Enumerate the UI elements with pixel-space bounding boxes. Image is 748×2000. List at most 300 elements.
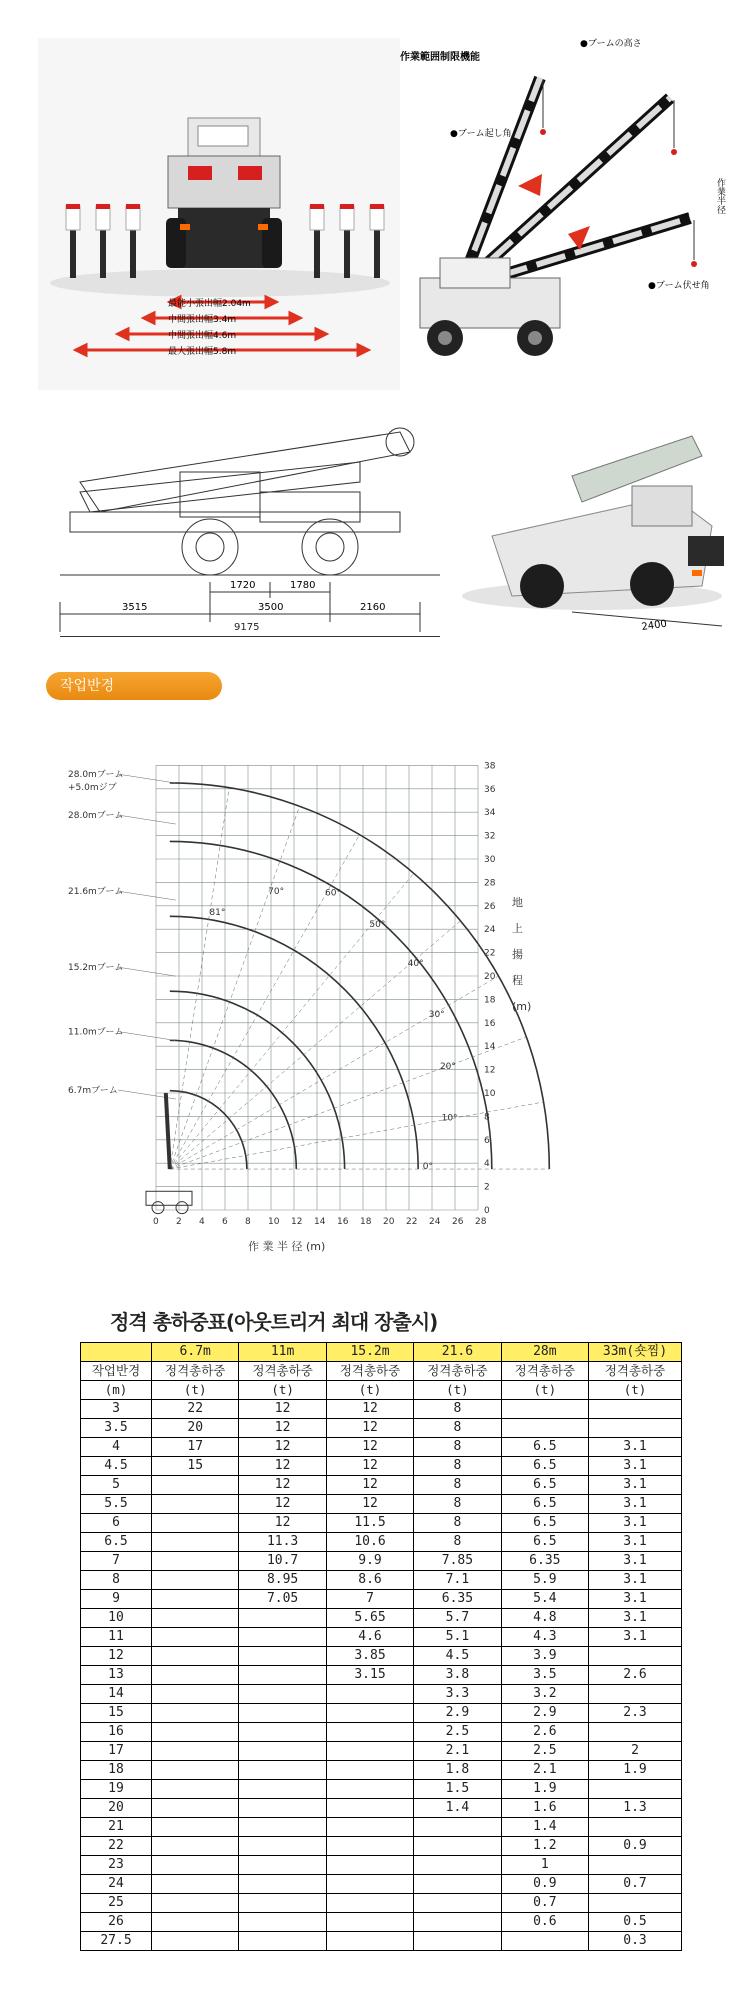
subheader-cell: 정격총하중 (152, 1362, 239, 1381)
table-cell: 5.4 (501, 1590, 588, 1609)
table-row (81, 1628, 682, 1647)
angle-ray (170, 873, 414, 1169)
table-row (81, 1514, 682, 1533)
table-cell (152, 1514, 239, 1533)
table-cell: 5.9 (501, 1571, 588, 1590)
angle-label: 70° (268, 887, 285, 898)
table-cell: 3.1 (589, 1438, 682, 1457)
table-cell (589, 1647, 682, 1666)
table-cell (152, 1837, 239, 1856)
x-tick-label: 24 (429, 1217, 441, 1227)
table-cell (152, 1723, 239, 1742)
table-cell (152, 1628, 239, 1647)
table-cell (152, 1647, 239, 1666)
table-cell: 7.1 (414, 1571, 501, 1590)
table-cell (152, 1609, 239, 1628)
table-cell: 2 (589, 1742, 682, 1761)
table-cell: 0.7 (501, 1894, 588, 1913)
table-cell: 1.5 (414, 1780, 501, 1799)
table-cell (152, 1875, 239, 1894)
table-cell: 22 (152, 1400, 239, 1419)
table-cell (414, 1913, 501, 1932)
table-cell: 6.35 (414, 1590, 501, 1609)
table-cell: 2.3 (589, 1704, 682, 1723)
subheader-cell: (t) (589, 1381, 682, 1400)
table-cell: 3.1 (589, 1533, 682, 1552)
table-cell: 4.5 (81, 1457, 152, 1476)
y-axis-label: 揚 (512, 947, 523, 961)
boom-length-label: 15.2mブーム (68, 963, 124, 974)
table-row (81, 1609, 682, 1628)
table-cell (152, 1856, 239, 1875)
table-cell: 12 (239, 1419, 326, 1438)
table-cell: 1.4 (414, 1799, 501, 1818)
boom-leader-line (118, 1032, 176, 1041)
table-cell: 19 (81, 1780, 152, 1799)
subheader-cell: 정격총하중 (326, 1362, 413, 1381)
table-cell (152, 1894, 239, 1913)
crane-wheel (152, 1202, 164, 1214)
table-row (81, 1704, 682, 1723)
table-cell: 1.6 (501, 1799, 588, 1818)
table-cell (152, 1780, 239, 1799)
table-cell: 24 (81, 1875, 152, 1894)
table-cell: 17 (81, 1742, 152, 1761)
table-cell: 10 (81, 1609, 152, 1628)
table-cell (589, 1818, 682, 1837)
table-cell (152, 1685, 239, 1704)
crane-wheel (176, 1202, 188, 1214)
table-cell (589, 1685, 682, 1704)
y-tick-label: 10 (484, 1089, 496, 1099)
outrigger-max-label: 最大張出幅5.8m (168, 347, 237, 357)
table-cell (589, 1400, 682, 1419)
table-cell: 2.6 (589, 1666, 682, 1685)
table-row (81, 1932, 682, 1951)
work-radius-label: 作業半径 (715, 178, 725, 214)
table-cell: 12 (326, 1476, 413, 1495)
table-cell: 3.9 (501, 1647, 588, 1666)
table-row (81, 1457, 682, 1476)
table-cell (501, 1932, 588, 1951)
dim-2160: 2160 (360, 602, 386, 613)
table-cell (589, 1419, 682, 1438)
table-row (81, 1571, 682, 1590)
table-cell (152, 1818, 239, 1837)
table-cell (414, 1894, 501, 1913)
table-cell (152, 1761, 239, 1780)
table-cell: 3.1 (589, 1457, 682, 1476)
table-cell: 8 (414, 1533, 501, 1552)
table-cell: 3 (81, 1400, 152, 1419)
y-tick-label: 34 (484, 808, 496, 819)
table-cell (239, 1780, 326, 1799)
subheader-cell: (t) (152, 1381, 239, 1400)
crane-boom (166, 1093, 170, 1169)
angle-label: 50° (369, 920, 386, 931)
table-cell (326, 1875, 413, 1894)
table-cell (326, 1894, 413, 1913)
table-cell (326, 1742, 413, 1761)
table-cell (152, 1932, 239, 1951)
table-cell: 12 (326, 1495, 413, 1514)
table-cell (414, 1856, 501, 1875)
y-tick-label: 4 (484, 1159, 490, 1170)
boom-function-illustration (400, 38, 740, 390)
table-cell (152, 1533, 239, 1552)
table-cell: 3.1 (589, 1552, 682, 1571)
work-range-chart-panel (56, 740, 532, 1260)
table-cell: 14 (81, 1685, 152, 1704)
table-cell (239, 1818, 326, 1837)
table-cell (239, 1704, 326, 1723)
boom-length-label: 11.0mブーム (68, 1027, 124, 1038)
table-cell (326, 1837, 413, 1856)
angle-label: 40° (407, 958, 424, 969)
outrigger-mid2-label: 中間張出幅4.6m (168, 331, 237, 341)
angle-label: 30° (428, 1009, 445, 1020)
table-cell: 4 (81, 1438, 152, 1457)
table-cell: 6.5 (81, 1533, 152, 1552)
boom-leader-line (118, 891, 176, 900)
table-row (81, 1875, 682, 1894)
y-axis-label: 程 (512, 973, 523, 987)
table-cell (239, 1856, 326, 1875)
x-tick-label: 20 (383, 1217, 395, 1227)
table-cell: 10.6 (326, 1533, 413, 1552)
table-cell: 3.15 (326, 1666, 413, 1685)
table-row (81, 1780, 682, 1799)
table-cell: 12 (239, 1400, 326, 1419)
y-tick-label: 38 (484, 761, 496, 772)
table-cell: 3.5 (81, 1419, 152, 1438)
x-tick-label: 10 (268, 1217, 280, 1227)
table-cell (152, 1913, 239, 1932)
x-tick-label: 22 (406, 1217, 418, 1227)
table-row (81, 1685, 682, 1704)
table-cell: 8 (414, 1457, 501, 1476)
x-tick-label: 2 (176, 1217, 182, 1227)
boom-length-label: 28.0mブーム (68, 811, 124, 822)
boom-height-label: ●ブームの高さ (580, 39, 642, 49)
table-cell (414, 1818, 501, 1837)
table-cell (239, 1837, 326, 1856)
table-cell (326, 1856, 413, 1875)
header-cell: 6.7m (152, 1343, 239, 1362)
table-cell: 4.3 (501, 1628, 588, 1647)
table-cell (326, 1780, 413, 1799)
table-cell: 23 (81, 1856, 152, 1875)
table-cell: 0.9 (501, 1875, 588, 1894)
table-cell: 3.8 (414, 1666, 501, 1685)
table-cell (239, 1723, 326, 1742)
table-cell: 3.1 (589, 1571, 682, 1590)
table-cell (152, 1704, 239, 1723)
subheader-cell: 작업반경 (81, 1362, 152, 1381)
boom-envelope-arc (170, 1040, 296, 1169)
table-row (81, 1913, 682, 1932)
table-cell: 4.5 (414, 1647, 501, 1666)
side-elevation-panel (60, 392, 448, 632)
y-axis-label: (m) (512, 999, 532, 1013)
table-cell: 11.5 (326, 1514, 413, 1533)
table-header-row (81, 1343, 682, 1362)
table-cell: 3.1 (589, 1628, 682, 1647)
table-cell: 12 (326, 1400, 413, 1419)
boom-length-label: 6.7mブーム (68, 1086, 118, 1096)
x-tick-label: 0 (153, 1217, 159, 1227)
table-row (81, 1438, 682, 1457)
y-tick-label: 8 (484, 1112, 490, 1123)
table-cell: 4.8 (501, 1609, 588, 1628)
table-row (81, 1818, 682, 1837)
table-row (81, 1837, 682, 1856)
table-cell: 8.6 (326, 1571, 413, 1590)
table-subheader-row (81, 1381, 682, 1400)
boom-raise-label: ●ブーム起し角 (450, 129, 512, 139)
table-cell: 6 (81, 1514, 152, 1533)
table-cell: 3.1 (589, 1590, 682, 1609)
table-row (81, 1856, 682, 1875)
table-cell: 4.6 (326, 1628, 413, 1647)
table-cell: 2.1 (501, 1761, 588, 1780)
angle-ray (170, 1037, 527, 1169)
boom-function-title: 作業範囲制限機能 (400, 52, 480, 63)
table-cell (414, 1875, 501, 1894)
y-tick-label: 28 (484, 878, 496, 889)
section-title-pill: 작업반경 (46, 672, 222, 700)
dim-9175: 9175 (234, 622, 260, 633)
table-cell: 2.6 (501, 1723, 588, 1742)
subheader-cell: (m) (81, 1381, 152, 1400)
angle-label: 0° (422, 1162, 434, 1173)
header-cell: 21.6 (414, 1343, 501, 1362)
table-cell (152, 1552, 239, 1571)
table-row (81, 1799, 682, 1818)
table-cell: 0.3 (589, 1932, 682, 1951)
y-tick-label: 20 (484, 972, 496, 982)
table-cell: 8 (414, 1400, 501, 1419)
y-tick-label: 32 (484, 831, 496, 842)
table-cell: 12 (239, 1495, 326, 1514)
table-cell (326, 1932, 413, 1951)
subheader-cell: 정격총하중 (239, 1362, 326, 1381)
boom-lower-label: ●ブーム伏せ角 (648, 281, 710, 291)
table-cell (326, 1761, 413, 1780)
table-cell: 1.3 (589, 1799, 682, 1818)
x-tick-label: 4 (199, 1217, 205, 1227)
boom-length-label: +5.0mジブ (68, 783, 117, 794)
boom-function-panel (400, 38, 740, 390)
boom-leader-line (118, 774, 176, 783)
x-tick-label: 28 (475, 1217, 487, 1227)
table-body (81, 1362, 682, 1951)
subheader-cell: 정격총하중 (589, 1362, 682, 1381)
table-cell: 8 (81, 1571, 152, 1590)
table-cell: 1.2 (501, 1837, 588, 1856)
table-cell (239, 1742, 326, 1761)
table-cell: 12 (239, 1514, 326, 1533)
boom-leader-line (118, 815, 176, 824)
load-table-title: 정격 총하중표(아웃트리거 최대 장출시) (110, 1310, 438, 1334)
y-tick-label: 22 (484, 948, 496, 959)
table-row (81, 1647, 682, 1666)
table-cell: 5.1 (414, 1628, 501, 1647)
table-cell: 12 (326, 1457, 413, 1476)
table-cell: 17 (152, 1438, 239, 1457)
outrigger-photo-panel (38, 38, 402, 390)
table-cell (152, 1571, 239, 1590)
table-cell: 7.05 (239, 1590, 326, 1609)
y-tick-label: 36 (484, 784, 496, 795)
y-tick-label: 14 (484, 1042, 496, 1053)
table-row (81, 1533, 682, 1552)
table-cell (414, 1837, 501, 1856)
dim-2400: 2400 (640, 618, 668, 633)
table-cell: 16 (81, 1723, 152, 1742)
crane-carrier (146, 1191, 192, 1205)
y-tick-label: 2 (484, 1182, 490, 1193)
table-cell (152, 1799, 239, 1818)
table-cell: 3.1 (589, 1609, 682, 1628)
table-cell (589, 1723, 682, 1742)
table-row (81, 1742, 682, 1761)
table-cell (239, 1761, 326, 1780)
angle-label: 81° (209, 907, 226, 918)
y-tick-label: 6 (484, 1135, 490, 1146)
table-cell (326, 1913, 413, 1932)
x-tick-label: 14 (314, 1217, 326, 1227)
table-cell: 0.6 (501, 1913, 588, 1932)
table-cell: 3.2 (501, 1685, 588, 1704)
table-cell: 8.95 (239, 1571, 326, 1590)
table-cell: 5.7 (414, 1609, 501, 1628)
table-cell: 3.1 (589, 1514, 682, 1533)
table-cell (152, 1666, 239, 1685)
table-cell (501, 1400, 588, 1419)
table-cell (589, 1856, 682, 1875)
x-tick-label: 6 (222, 1217, 228, 1227)
table-cell: 5 (81, 1476, 152, 1495)
table-row (81, 1894, 682, 1913)
table-row (81, 1552, 682, 1571)
table-row (81, 1590, 682, 1609)
side-elevation-drawing (60, 392, 448, 632)
table-cell: 10.7 (239, 1552, 326, 1571)
outrigger-min-label: 最能小張出幅2.04m (168, 299, 251, 309)
table-cell (239, 1628, 326, 1647)
crane-photo-panel (452, 416, 740, 632)
table-cell: 20 (152, 1419, 239, 1438)
subheader-cell: 정격총하중 (414, 1362, 501, 1381)
work-range-chart (56, 740, 532, 1260)
table-cell (152, 1476, 239, 1495)
table-cell (239, 1799, 326, 1818)
table-cell: 3.85 (326, 1647, 413, 1666)
table-cell (326, 1685, 413, 1704)
y-tick-label: 12 (484, 1065, 496, 1076)
y-tick-label: 26 (484, 901, 496, 912)
table-cell: 9 (81, 1590, 152, 1609)
table-cell: 15 (152, 1457, 239, 1476)
boom-length-label: 28.0mブーム (68, 770, 124, 781)
table-row (81, 1666, 682, 1685)
table-cell: 2.1 (414, 1742, 501, 1761)
table-cell: 7 (326, 1590, 413, 1609)
y-tick-label: 18 (484, 995, 496, 1006)
table-cell: 12 (326, 1419, 413, 1438)
table-cell: 15 (81, 1704, 152, 1723)
y-tick-label: 30 (484, 855, 496, 865)
table-row (81, 1400, 682, 1419)
table-cell: 5.65 (326, 1609, 413, 1628)
table-cell: 27.5 (81, 1932, 152, 1951)
y-tick-label: 16 (484, 1018, 496, 1029)
table-cell (326, 1818, 413, 1837)
table-cell: 12 (81, 1647, 152, 1666)
table-row (81, 1495, 682, 1514)
overall-length-line (60, 636, 440, 637)
table-cell (589, 1894, 682, 1913)
angle-label: 10° (441, 1113, 458, 1124)
table-cell: 8 (414, 1476, 501, 1495)
table-cell (589, 1780, 682, 1799)
crane-photo-illustration (452, 416, 740, 632)
table-cell: 3.3 (414, 1685, 501, 1704)
y-axis-label: 地 (512, 895, 523, 909)
table-cell: 18 (81, 1761, 152, 1780)
table-cell (239, 1894, 326, 1913)
table-cell: 8 (414, 1495, 501, 1514)
table-cell: 8 (414, 1438, 501, 1457)
dim-3500: 3500 (258, 602, 284, 613)
table-cell: 8 (414, 1419, 501, 1438)
table-cell: 3.5 (501, 1666, 588, 1685)
subheader-cell: (t) (501, 1381, 588, 1400)
table-cell (414, 1932, 501, 1951)
y-tick-label: 0 (484, 1206, 490, 1216)
table-cell: 7 (81, 1552, 152, 1571)
x-axis-label: 作 業 半 径 (m) (248, 1240, 326, 1253)
table-cell (501, 1419, 588, 1438)
table-cell (152, 1590, 239, 1609)
subheader-cell: (t) (414, 1381, 501, 1400)
table-cell (152, 1495, 239, 1514)
table-cell: 9.9 (326, 1552, 413, 1571)
table-cell (326, 1723, 413, 1742)
table-cell: 6.5 (501, 1533, 588, 1552)
table-cell (239, 1875, 326, 1894)
table-cell (239, 1913, 326, 1932)
table-cell: 21 (81, 1818, 152, 1837)
outrigger-illustration (38, 38, 402, 390)
x-tick-label: 18 (360, 1217, 372, 1227)
table-cell: 3.1 (589, 1495, 682, 1514)
table-cell (239, 1609, 326, 1628)
table-cell: 11.3 (239, 1533, 326, 1552)
table-cell (239, 1685, 326, 1704)
table-cell: 6.5 (501, 1457, 588, 1476)
table-cell: 5.5 (81, 1495, 152, 1514)
x-tick-label: 8 (245, 1217, 251, 1227)
table-cell: 2.5 (414, 1723, 501, 1742)
table-cell: 13 (81, 1666, 152, 1685)
y-tick-label: 24 (484, 925, 496, 936)
table-cell: 11 (81, 1628, 152, 1647)
x-tick-label: 16 (337, 1217, 349, 1227)
subheader-cell: (t) (326, 1381, 413, 1400)
table-cell: 0.5 (589, 1913, 682, 1932)
